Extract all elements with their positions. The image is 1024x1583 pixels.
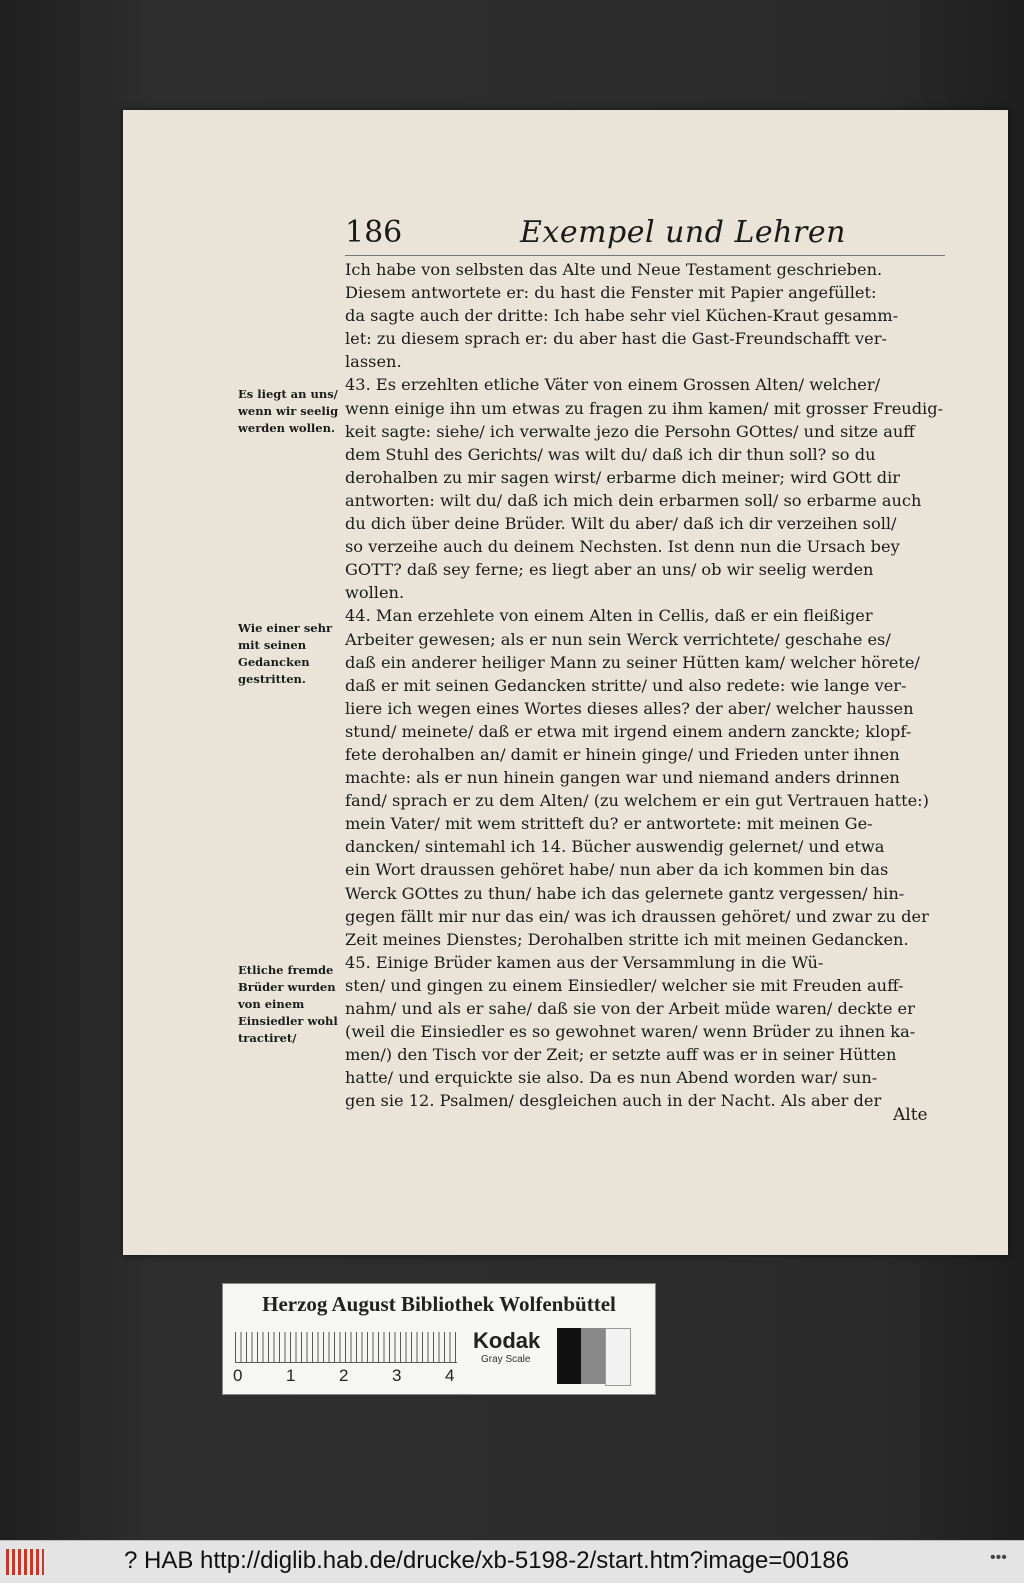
- ruler-number: 2: [339, 1366, 349, 1385]
- gray-swatch-black: [557, 1328, 581, 1384]
- book-page: [123, 110, 1008, 1255]
- text-line: dancken/ sintemahl ich 14. Bücher auswendig gelernet/ und etwa: [345, 837, 885, 857]
- text-line: Zeit meines Dienstes; Derohalben stritte ich mit meinen Gedancken.: [345, 929, 909, 949]
- running-head: Exempel und Lehren: [520, 215, 846, 250]
- text-line: let: zu diesem sprach er: du aber hast die Gast-Freundschafft ver-: [345, 329, 887, 349]
- text-line: gegen fällt mir nur das ein/ was ich draussen gehöret/ und zwar zu der: [345, 906, 929, 926]
- text-line: daß ein anderer heiliger Mann zu seiner Hütten kam/ welcher hörete/: [345, 652, 920, 672]
- text-line: (weil die Einsiedler es so gewohnet waren/ wenn Brüder zu ihnen ka-: [345, 1022, 916, 1042]
- catchword: Alte: [893, 1105, 928, 1125]
- text-line: Werck GOttes zu thun/ habe ich das gelernete gantz vergessen/ hin-: [345, 883, 905, 903]
- library-name: Herzog August Bibliothek Wolfenbüttel: [262, 1292, 616, 1316]
- text-line: sten/ und gingen zu einem Einsiedler/ welcher sie mit Freuden auff-: [345, 975, 904, 995]
- margin-note: Es liegt an uns/ wenn wir seelig werden wollen.: [238, 387, 339, 435]
- ruler-number: 4: [445, 1366, 455, 1385]
- text-line: gen sie 12. Psalmen/ desgleichen auch in der Nacht. Als aber der: [345, 1091, 882, 1111]
- text-line: stund/ meinete/ daß er etwa mit irgend einem andern zanckte; klopf-: [345, 721, 912, 741]
- ruler-scale: [235, 1332, 457, 1363]
- text-line: du dich über deine Brüder. Wilt du aber/ daß ich dir verzeihen soll/: [345, 514, 897, 534]
- gray-scale-label: Gray Scale: [481, 1354, 531, 1365]
- text-line: da sagte auch der dritte: Ich habe sehr viel Küchen-Kraut gesamm-: [345, 306, 899, 326]
- text-line: dem Stuhl des Gerichts/ was wilt du/ daß ich dir thun soll? so du: [345, 444, 876, 464]
- page-header: [345, 215, 945, 256]
- status-url[interactable]: ? HAB http://diglib.hab.de/drucke/xb-5198-2/start.htm?image=00186: [124, 1547, 850, 1574]
- text-line: Ich habe von selbsten das Alte und Neue Testament geschrieben.: [345, 260, 883, 279]
- text-line: antworten: wilt du/ daß ich mich dein erbarmen soll/ so erbarme auch: [345, 490, 922, 510]
- margin-note: Wie einer sehr mit seinen Gedancken gestritten.: [238, 621, 333, 686]
- barcode-icon: [6, 1549, 44, 1575]
- text-line: ein Wort draussen gehöret habe/ nun aber da ich kommen bin das: [345, 860, 889, 880]
- text-line: 45. Einige Brüder kamen aus der Versammlung in die Wü-: [345, 952, 824, 972]
- text-line: wollen.: [345, 583, 405, 603]
- kodak-logo: Kodak: [473, 1328, 541, 1353]
- gray-swatch-mid: [581, 1328, 605, 1384]
- page-number: 186: [345, 215, 403, 250]
- text-line: fand/ sprach er zu dem Alten/ (zu welchem er ein gut Vertrauen hatte:): [345, 791, 929, 811]
- ruler-number: 1: [286, 1366, 296, 1385]
- text-line: nahm/ und als er sahe/ daß sie von der Arbeit müde waren/ deckte er: [345, 999, 915, 1018]
- margin-note: Etliche fremde Brüder wurden von einem Einsiedler wohl tractiret/: [238, 963, 338, 1045]
- text-line: mein Vater/ mit wem stritteft du? er antwortete: mit meinen Ge-: [345, 814, 873, 834]
- text-line: fete derohalben an/ damit er hinein ginge/ und Frieden unter ihnen: [345, 744, 900, 764]
- text-line: lassen.: [345, 352, 402, 372]
- text-line: machte: als er nun hinein gangen war und niemand anders drinnen: [345, 768, 900, 788]
- text-line: derohalben zu mir sagen wirst/ erbarme dich meiner; wird GOtt dir: [345, 467, 901, 487]
- text-line: liere ich wegen eines Wortes dieses alles? der aber/ welcher haussen: [345, 698, 914, 718]
- text-line: wenn einige ihn um etwas zu fragen zu ihm kamen/ mit grosser Freudig-: [345, 398, 944, 418]
- ruler-number: 0: [233, 1366, 243, 1385]
- text-line: Diesem antwortete er: du hast die Fenster mit Papier angefüllet:: [345, 283, 877, 303]
- more-icon[interactable]: •••: [990, 1549, 1007, 1566]
- body-text: [345, 258, 945, 1112]
- color-target-card: [222, 1283, 656, 1395]
- text-line: 44. Man erzehlete von einem Alten in Cellis, daß er ein fleißiger: [345, 606, 873, 626]
- text-line: men/) den Tisch vor der Zeit; er setzte auff was er in seiner Hütten: [345, 1045, 897, 1065]
- text-line: 43. Es erzehlten etliche Väter von einem Grossen Alten/ welcher/: [345, 375, 881, 395]
- ruler-number: 3: [392, 1366, 402, 1385]
- text-line: Arbeiter gewesen; als er nun sein Werck verrichtete/ geschahe es/: [345, 629, 891, 649]
- text-line: daß er mit seinen Gedancken stritte/ und also redete: wie lange ver-: [345, 675, 907, 695]
- text-line: hatte/ und erquickte sie also. Da es nun Abend worden war/ sun-: [345, 1068, 878, 1088]
- gray-swatch-white: [605, 1328, 631, 1386]
- text-line: keit sagte: siehe/ ich verwalte jezo die Persohn GOttes/ und sitze auff: [345, 421, 915, 441]
- text-line: so verzeihe auch du deinem Nechsten. Ist denn nun die Ursach bey: [345, 537, 900, 557]
- status-bar: [0, 1540, 1024, 1583]
- text-line: GOTT? daß sey ferne; es liegt aber an uns/ ob wir seelig werden: [345, 560, 874, 580]
